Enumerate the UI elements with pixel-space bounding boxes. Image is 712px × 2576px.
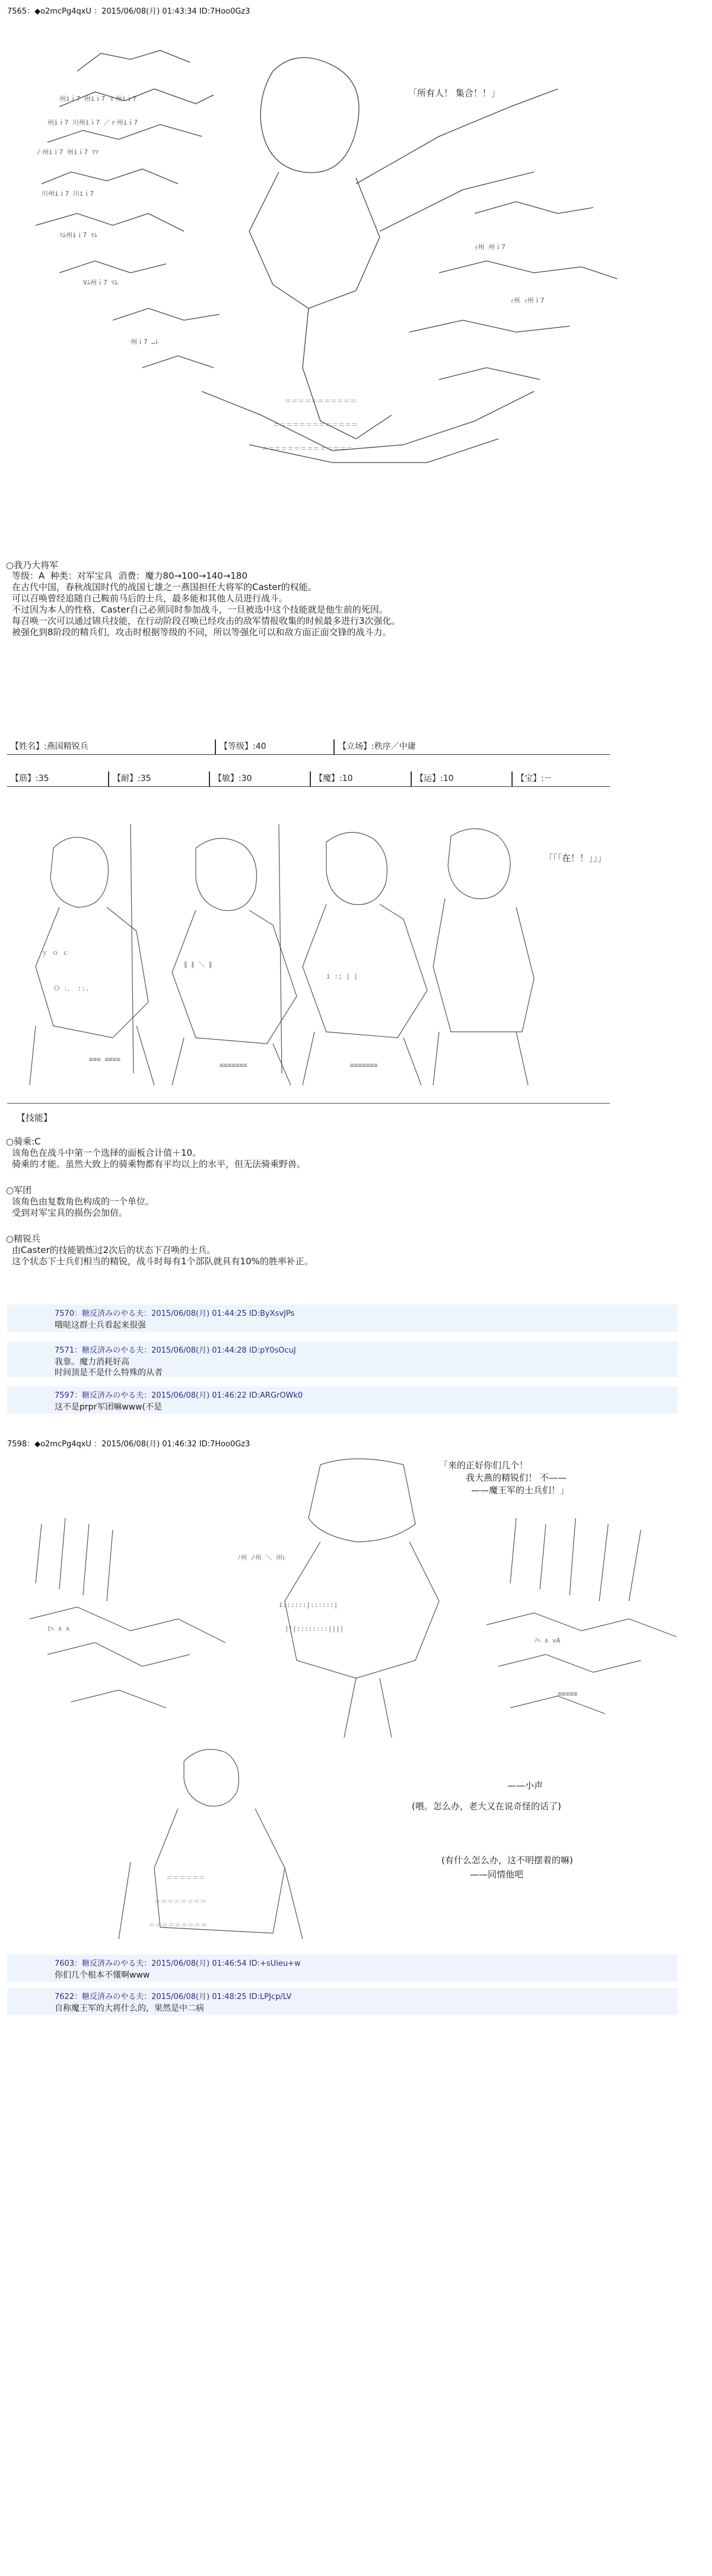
reply-meta: 7571：糖反済みのやる夫：2015/06/08(月) 01:44:28 ID:pY0sOcuJ <box>55 1346 296 1355</box>
reply-meta: 7570：糖反済みのやる夫：2015/06/08(月) 01:44:25 ID:ByXsvJPs <box>55 1309 295 1318</box>
speech-line: 我大燕的精锐们！ 不—— <box>466 1472 567 1483</box>
whisper-line: ——同情他吧 <box>470 1869 524 1880</box>
stat-end: 【耐】:35 <box>108 771 209 787</box>
divider <box>7 1103 610 1104</box>
svg-text:＝＝＝＝＝＝: ＝＝＝＝＝＝ <box>166 1874 205 1882</box>
reply-meta: 7603：糖反済みのやる夫：2015/06/08(月) 01:46:54 ID:+sUieu+w <box>55 1959 301 1968</box>
svg-text:ｨ州 ｨ州ｉ7: ｨ州 ｨ州ｉ7 <box>510 297 545 304</box>
np-line: 可以召唤曾经追随自己鞍前马后的士兵，最多能和其他人员进行战斗。 <box>12 593 288 604</box>
skill-name: ○精锐兵 <box>6 1233 41 1244</box>
svg-text:≡≡≡≡≡≡≡: ≡≡≡≡≡≡≡ <box>220 1061 247 1069</box>
reply-body: 哦哒这群士兵看起来很强 <box>55 1321 146 1330</box>
svg-text:≡≡≡ ≡≡≡≡: ≡≡≡ ≡≡≡≡ <box>89 1056 120 1063</box>
skills-title: 【技能】 <box>17 1112 53 1123</box>
speech-present: 「「「在！！」」」 <box>544 853 607 863</box>
svg-text:|||::::::::||||: |||::::::::|||| <box>285 1625 344 1633</box>
speech-line: 「来的正好你们几个！ <box>439 1460 529 1471</box>
whisper-line: (有什么怎么办，这不明摆着的嘛) <box>441 1855 573 1866</box>
reply-body: 自称魔王军的大将什么的，果然是中二病 <box>55 2004 204 2013</box>
stat-np: 【宝】:－ <box>511 771 610 787</box>
svg-text:＝＝＝＝＝＝＝＝＝: ＝＝＝＝＝＝＝＝＝ <box>148 1921 207 1929</box>
svg-text:∥州iｉ7 州iｉ7 ﾏﾏ: ∥州iｉ7 州iｉ7 ﾏﾏ <box>36 148 98 156</box>
post-header: 7565：◆o2mcPg4qxU ：2015/06/08(月) 01:43:34 ID:7Hoo0Gz3 <box>7 7 250 16</box>
skill-line: 受到对军宝具的损伤会加倍。 <box>12 1207 128 1218</box>
reply-meta: 7597：糖反済みのやる夫：2015/06/08(月) 01:46:22 ID:ARGrOWk0 <box>55 1391 303 1400</box>
stat-name: 【姓名】:燕国精锐兵 <box>7 739 215 755</box>
np-line: 不过因为本人的性格，Caster自己必须同时参加战斗，一旦被选中这个技能就是他生前的死因。 <box>12 604 388 615</box>
reply-body: 这不是prpr军团嘛www(不是 <box>55 1402 163 1412</box>
svg-text:ﾉ州 /州 ＼ 州ﾚ: ﾉ州 /州 ＼ 州ﾚ <box>237 1554 286 1561</box>
np-title: ○我乃大将军 <box>6 560 59 570</box>
svg-text:Vﾑ州ｉ7 ﾏﾑ: Vﾑ州ｉ7 ﾏﾑ <box>83 279 118 286</box>
np-line: 在古代中国，春秋战国时代的战国七雄之一燕国担任大将军的Caster的权能。 <box>12 582 317 592</box>
svg-text:≡≡≡≡≡: ≡≡≡≡≡ <box>558 1690 578 1698</box>
stat-alignment: 【立场】:秩序／中庸 <box>333 739 610 755</box>
skill-elite <box>6 1233 313 1267</box>
svg-text:i :; | |: i :; | | <box>326 973 358 980</box>
reply-body: 时间顶是不是什么特殊的从者 <box>55 1368 163 1378</box>
skill-legion <box>6 1185 154 1219</box>
svg-text:州ｉ7 …ﾚ: 州ｉ7 …ﾚ <box>131 338 159 346</box>
skill-line: 这个状态下士兵们相当的精锐，战斗时每有1个部队就具有10%的胜率补正。 <box>12 1256 313 1267</box>
svg-text:ﾋﾍ ∧ ∧: ﾋﾍ ∧ ∧ <box>47 1625 70 1633</box>
svg-text:＝＝＝＝＝＝＝＝＝＝＝＝＝＝: ＝＝＝＝＝＝＝＝＝＝＝＝＝＝ <box>261 445 352 452</box>
whisper-label: ——小声 <box>507 1780 543 1791</box>
stat-level: 【等级】:40 <box>215 739 333 755</box>
stat-row-2 <box>7 771 610 787</box>
speech-gather: 「所有人！ 集合！！」 <box>408 88 500 98</box>
skill-name: ○军团 <box>6 1185 32 1195</box>
reply-post <box>7 1341 678 1377</box>
stat-mag: 【魔】:10 <box>310 771 411 787</box>
speech-line: ——魔王军的士兵们！」 <box>471 1485 570 1496</box>
svg-text:i::::::|::::::|: i::::::|::::::| <box>279 1601 338 1609</box>
reply-post <box>7 1386 678 1414</box>
whisper-line: (喂。怎么办，老大又在说奇怪的话了) <box>412 1801 561 1812</box>
svg-text:＝＝＝＝＝＝＝＝＝＝＝: ＝＝＝＝＝＝＝＝＝＝＝ <box>285 397 357 405</box>
skill-riding <box>6 1136 306 1170</box>
ascii-art-army <box>24 1453 700 1945</box>
svg-text:ﾏﾑ州iｉ7 ﾏﾑ: ﾏﾑ州iｉ7 ﾏﾑ <box>59 231 97 239</box>
skill-line: 该角色在战斗中第一个选择的面板合计值＋10。 <box>12 1147 202 1158</box>
svg-text:Ｏ ：、 ::.: Ｏ ：、 ::. <box>53 984 90 992</box>
reply-body: 你们几个根本不懂啊www <box>55 1971 150 1980</box>
svg-text:州iｉ7 川州iｉ7 ／ｒ州iｉ7: 州iｉ7 川州iｉ7 ／ｒ州iｉ7 <box>47 119 138 126</box>
skill-name: ○骑乘:C <box>6 1136 41 1147</box>
np-line: 被强化到8阶段的精兵们，攻击时根据等级的不同，所以等强化可以和敌方面正面交锋的战斗力。 <box>12 627 392 637</box>
skill-line: 由Caster的技能锻炼过2次后的状态下召唤的士兵。 <box>12 1245 216 1255</box>
reply-meta: 7622：糖反済みのやる夫：2015/06/08(月) 01:48:25 ID:LPJcp/LV <box>55 1992 292 2001</box>
svg-text:＝＝＝＝＝＝＝＝＝＝＝＝＝: ＝＝＝＝＝＝＝＝＝＝＝＝＝ <box>273 421 358 429</box>
svg-text:ｙ ｏ ｃ: ｙ ｏ ｃ <box>42 949 69 957</box>
speech-demon-army <box>439 1459 569 1496</box>
svg-text:ﾉﾍ ∧ vA: ﾉﾍ ∧ vA <box>534 1637 561 1644</box>
post-header: 7598：◆o2mcPg4qxU ：2015/06/08(月) 01:46:32 ID:7Hoo0Gz3 <box>7 1440 250 1449</box>
reply-post <box>7 1305 678 1332</box>
skill-line: 骑乘的才能。虽然大致上的骑乘物都有平均以上的水平，但无法骑乘野兽。 <box>12 1159 306 1169</box>
np-line: 每召唤一次可以通过锦兵技能，在行动阶段召唤已经攻击的敌军情报收集的时候最多进行3次强化。 <box>12 616 401 626</box>
svg-text:＝＝＝＝＝＝＝＝: ＝＝＝＝＝＝＝＝ <box>154 1898 206 1905</box>
stat-agi: 【敏】:30 <box>209 771 310 787</box>
np-line: 等级：A 种类：对军宝具 消费：魔力80→100→140→180 <box>12 570 248 581</box>
svg-text:川州iｉ7 川iｉ7: 川州iｉ7 川iｉ7 <box>42 190 94 197</box>
reply-body: 我靠。魔力消耗好高 <box>55 1357 129 1367</box>
ascii-art-soldiers <box>18 812 540 1091</box>
svg-text:州iｉ7 州iｉ7 ｒ州iｉ7: 州iｉ7 州iｉ7 ｒ州iｉ7 <box>59 95 136 103</box>
stat-luk: 【运】:10 <box>411 771 511 787</box>
reply-post <box>7 1955 678 1982</box>
svg-text:∥ ∥ ＼ ∥: ∥ ∥ ＼ ∥ <box>184 961 212 968</box>
svg-text:≡≡≡≡≡≡≡: ≡≡≡≡≡≡≡ <box>350 1061 378 1069</box>
skill-line: 该角色由复数角色构成的一个单位。 <box>12 1196 155 1207</box>
np-description <box>12 570 401 638</box>
svg-text:ｨ州 州ｉ7: ｨ州 州ｉ7 <box>475 243 506 251</box>
stat-row-1 <box>7 739 610 755</box>
reply-post <box>7 1988 678 2015</box>
ascii-art-crowd <box>24 36 641 492</box>
stat-str: 【筋】:35 <box>7 771 108 787</box>
